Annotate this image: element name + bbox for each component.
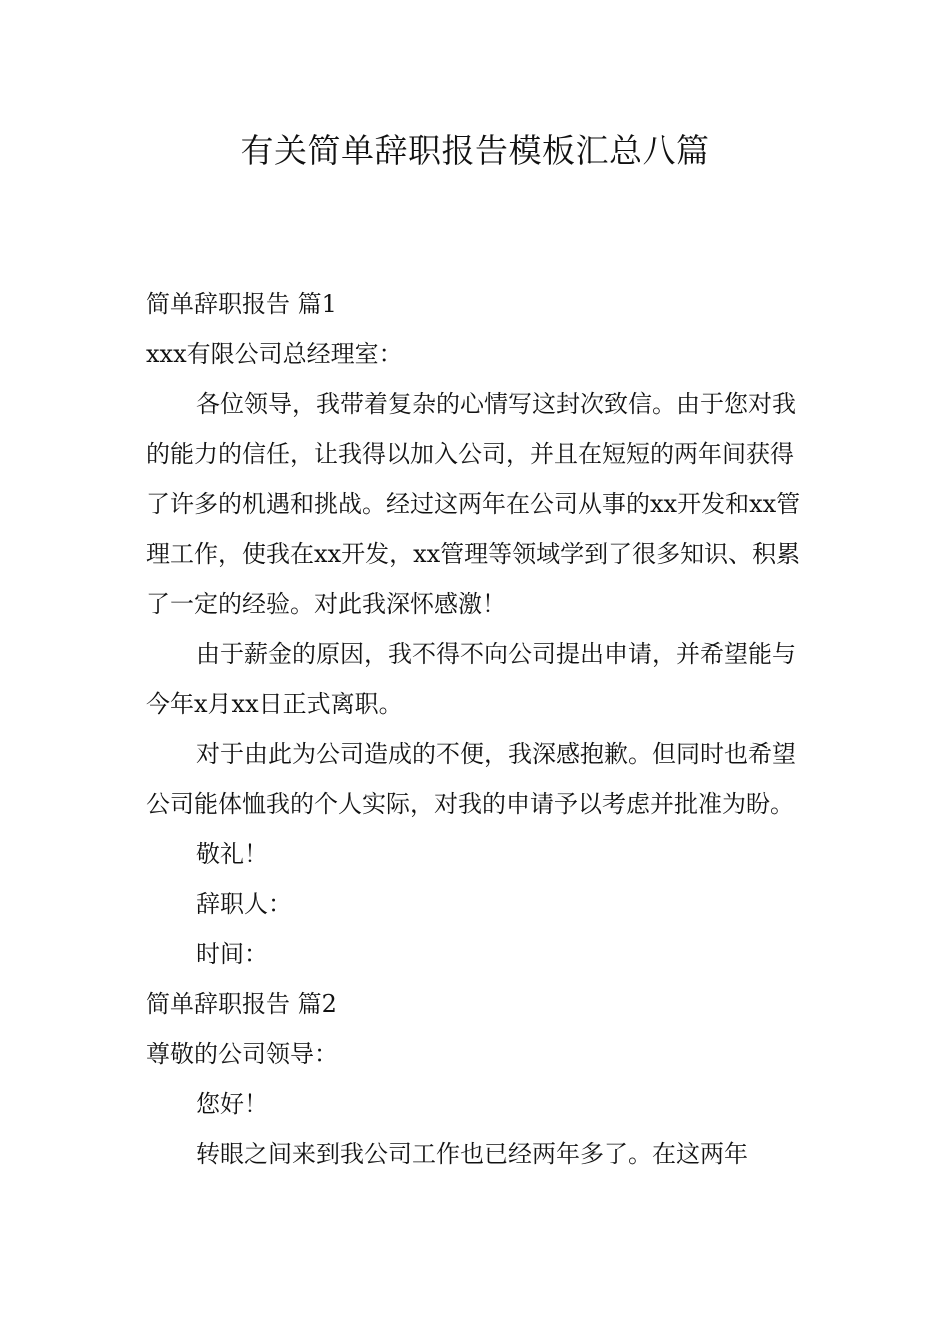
date-line: 时间： (196, 940, 268, 968)
section-heading-1: 简单辞职报告 篇1 (146, 290, 337, 318)
document-title: 有关简单辞职报告模板汇总八篇 (240, 131, 710, 170)
closing-line: 敬礼！ (196, 840, 268, 868)
signer-line: 辞职人： (196, 890, 292, 918)
salutation: 尊敬的公司领导： (146, 1040, 338, 1068)
body-paragraph: 由于薪金的原因，我不得不向公司提出申请，并希望能与今年x月xx日正式离职。 (146, 640, 796, 718)
body-paragraph: 对于由此为公司造成的不便，我深感抱歉。但同时也希望公司能体恤我的个人实际，对我的申请予以考虑并批准为盼。 (146, 740, 796, 818)
body-paragraph: 各位领导，我带着复杂的心情写这封次致信。由于您对我的能力的信任，让我得以加入公司，并且在短短的两年间获得了许多的机遇和挑战。经过这两年在公司从事的xx开发和xx管理工作，使我在xx开发，xx管理等领域学到了很多知识、积累了一定的经验。对此我深怀感激！ (146, 390, 801, 618)
document-body (146, 279, 806, 1179)
salutation: xxx有限公司总经理室： (146, 340, 403, 368)
greeting-line: 您好！ (196, 1090, 268, 1118)
body-paragraph: 转眼之间来到我公司工作也已经两年多了。在这两年 (196, 1140, 748, 1168)
section-heading-2: 简单辞职报告 篇2 (146, 990, 337, 1018)
